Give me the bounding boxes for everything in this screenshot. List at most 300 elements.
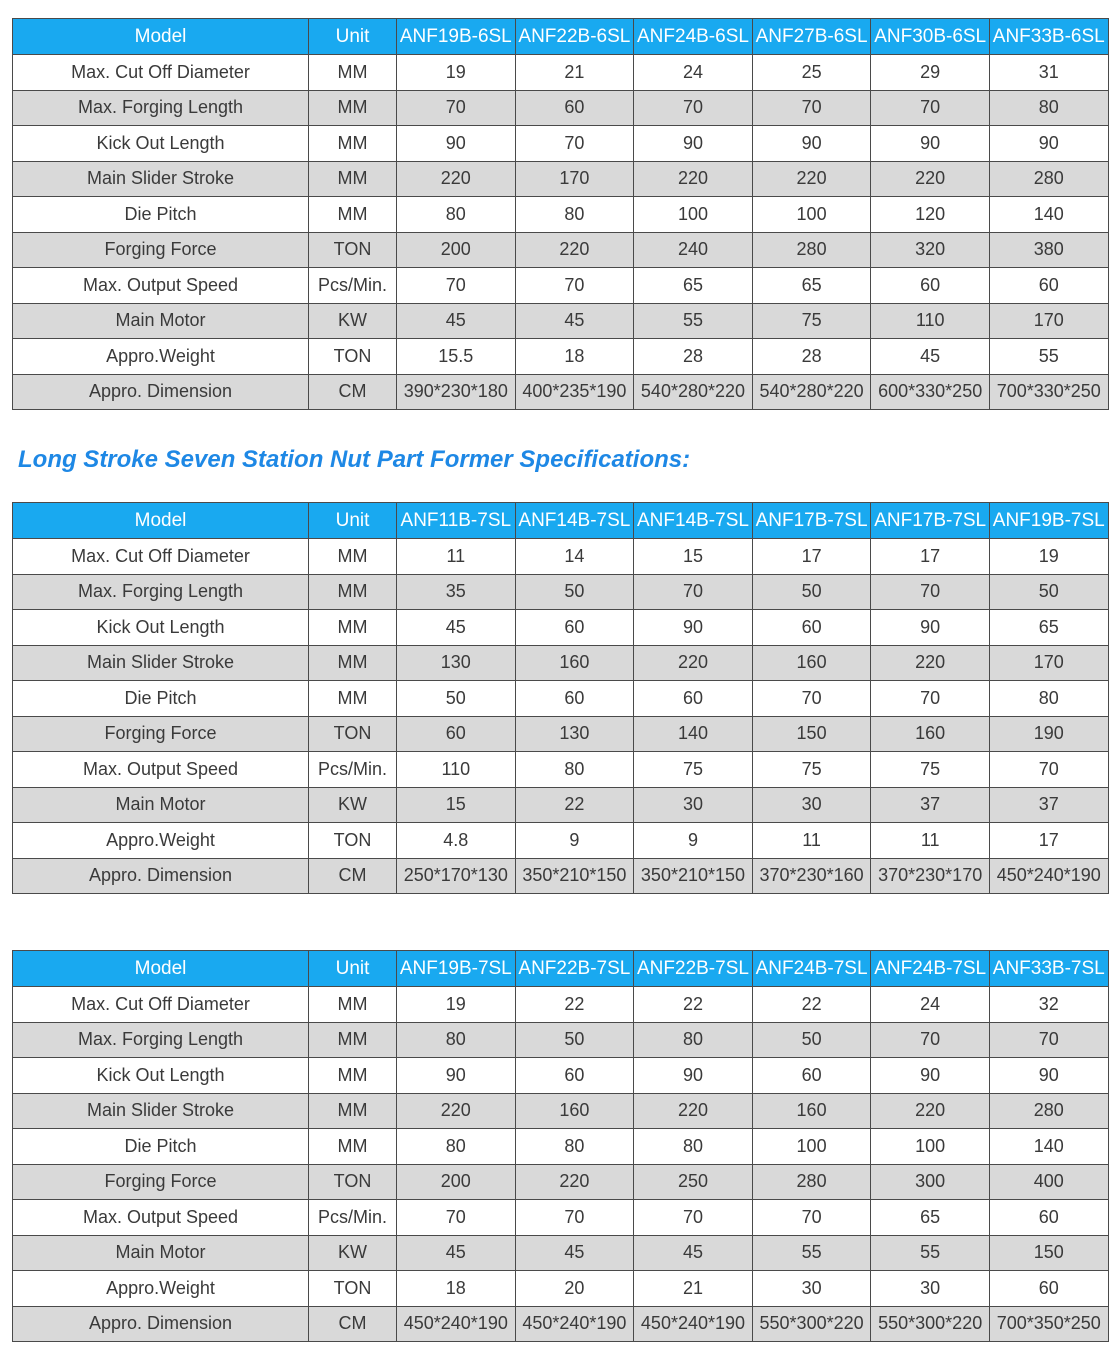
parameter-name: Forging Force	[13, 1164, 309, 1200]
value-cell: 75	[752, 752, 871, 788]
parameter-name: Main Motor	[13, 787, 309, 823]
column-header-machine-model: ANF22B-7SL	[634, 951, 753, 987]
value-cell: 80	[515, 197, 634, 233]
value-cell: 45	[397, 610, 516, 646]
table-row	[13, 1129, 1109, 1165]
value-cell: 370*230*170	[871, 858, 990, 894]
value-cell: 9	[515, 823, 634, 859]
value-cell: 70	[871, 1022, 990, 1058]
table-row	[13, 574, 1109, 610]
value-cell: 80	[634, 1129, 753, 1165]
value-cell: 600*330*250	[871, 374, 990, 410]
value-cell: 120	[871, 197, 990, 233]
value-cell: 24	[871, 987, 990, 1023]
value-cell: 14	[515, 539, 634, 575]
value-cell: 20	[515, 1271, 634, 1307]
section-heading: Long Stroke Seven Station Nut Part Former Specifications:	[18, 446, 691, 473]
value-cell: 28	[634, 339, 753, 375]
value-cell: 37	[989, 787, 1108, 823]
value-cell: 220	[397, 161, 516, 197]
value-cell: 90	[752, 126, 871, 162]
table-row	[13, 1022, 1109, 1058]
value-cell: 35	[397, 574, 516, 610]
unit-cell: MM	[309, 1022, 397, 1058]
unit-cell: MM	[309, 645, 397, 681]
column-header-machine-model: ANF19B-7SL	[397, 951, 516, 987]
value-cell: 50	[515, 1022, 634, 1058]
value-cell: 45	[515, 1235, 634, 1271]
value-cell: 30	[871, 1271, 990, 1307]
column-header-machine-model: ANF30B-6SL	[871, 19, 990, 55]
value-cell: 130	[397, 645, 516, 681]
value-cell: 400	[989, 1164, 1108, 1200]
value-cell: 150	[989, 1235, 1108, 1271]
table-row	[13, 1200, 1109, 1236]
value-cell: 110	[397, 752, 516, 788]
column-header-unit: Unit	[309, 19, 397, 55]
value-cell: 70	[752, 1200, 871, 1236]
parameter-name: Die Pitch	[13, 1129, 309, 1165]
parameter-name: Appro. Dimension	[13, 1306, 309, 1342]
value-cell: 100	[752, 1129, 871, 1165]
table-row	[13, 126, 1109, 162]
parameter-name: Max. Cut Off Diameter	[13, 55, 309, 91]
unit-cell: Pcs/Min.	[309, 268, 397, 304]
value-cell: 17	[989, 823, 1108, 859]
value-cell: 70	[397, 268, 516, 304]
parameter-name: Max. Forging Length	[13, 574, 309, 610]
table-row	[13, 268, 1109, 304]
value-cell: 550*300*220	[871, 1306, 990, 1342]
column-header-unit: Unit	[309, 503, 397, 539]
unit-cell: MM	[309, 197, 397, 233]
table-row	[13, 1271, 1109, 1307]
table-row	[13, 858, 1109, 894]
value-cell: 90	[634, 1058, 753, 1094]
unit-cell: TON	[309, 1271, 397, 1307]
table-row	[13, 90, 1109, 126]
unit-cell: MM	[309, 161, 397, 197]
column-header-machine-model: ANF17B-7SL	[752, 503, 871, 539]
value-cell: 160	[871, 716, 990, 752]
unit-cell: MM	[309, 574, 397, 610]
value-cell: 90	[871, 126, 990, 162]
value-cell: 18	[515, 339, 634, 375]
value-cell: 70	[397, 90, 516, 126]
value-cell: 200	[397, 232, 516, 268]
value-cell: 80	[989, 681, 1108, 717]
unit-cell: TON	[309, 823, 397, 859]
table-row	[13, 1164, 1109, 1200]
value-cell: 700*350*250	[989, 1306, 1108, 1342]
unit-cell: MM	[309, 90, 397, 126]
table-row	[13, 987, 1109, 1023]
value-cell: 90	[989, 1058, 1108, 1094]
value-cell: 220	[634, 1093, 753, 1129]
parameter-name: Appro. Dimension	[13, 374, 309, 410]
unit-cell: TON	[309, 1164, 397, 1200]
parameter-name: Max. Cut Off Diameter	[13, 539, 309, 575]
table-row	[13, 1306, 1109, 1342]
table-row	[13, 1058, 1109, 1094]
value-cell: 90	[397, 1058, 516, 1094]
value-cell: 140	[989, 197, 1108, 233]
value-cell: 19	[397, 55, 516, 91]
value-cell: 60	[871, 268, 990, 304]
column-header-machine-model: ANF33B-6SL	[989, 19, 1108, 55]
value-cell: 130	[515, 716, 634, 752]
value-cell: 160	[752, 645, 871, 681]
value-cell: 28	[752, 339, 871, 375]
table-row	[13, 55, 1109, 91]
value-cell: 70	[634, 574, 753, 610]
unit-cell: MM	[309, 55, 397, 91]
value-cell: 22	[515, 987, 634, 1023]
value-cell: 70	[871, 574, 990, 610]
value-cell: 19	[989, 539, 1108, 575]
value-cell: 60	[515, 610, 634, 646]
value-cell: 30	[634, 787, 753, 823]
table-row	[13, 1235, 1109, 1271]
value-cell: 450*240*190	[989, 858, 1108, 894]
column-header-machine-model: ANF22B-7SL	[515, 951, 634, 987]
value-cell: 220	[515, 232, 634, 268]
value-cell: 45	[871, 339, 990, 375]
parameter-name: Kick Out Length	[13, 610, 309, 646]
value-cell: 60	[634, 681, 753, 717]
parameter-name: Max. Output Speed	[13, 1200, 309, 1236]
column-header-machine-model: ANF14B-7SL	[515, 503, 634, 539]
value-cell: 550*300*220	[752, 1306, 871, 1342]
value-cell: 220	[871, 1093, 990, 1129]
value-cell: 90	[634, 610, 753, 646]
value-cell: 280	[989, 161, 1108, 197]
value-cell: 160	[515, 1093, 634, 1129]
column-header-machine-model: ANF19B-6SL	[397, 19, 516, 55]
value-cell: 540*280*220	[752, 374, 871, 410]
column-header-machine-model: ANF17B-7SL	[871, 503, 990, 539]
value-cell: 80	[397, 197, 516, 233]
column-header-machine-model: ANF19B-7SL	[989, 503, 1108, 539]
value-cell: 55	[752, 1235, 871, 1271]
value-cell: 70	[515, 268, 634, 304]
parameter-name: Main Motor	[13, 303, 309, 339]
value-cell: 320	[871, 232, 990, 268]
value-cell: 350*210*150	[634, 858, 753, 894]
table-row	[13, 823, 1109, 859]
value-cell: 11	[752, 823, 871, 859]
unit-cell: MM	[309, 1058, 397, 1094]
value-cell: 70	[752, 90, 871, 126]
value-cell: 160	[515, 645, 634, 681]
table-row	[13, 339, 1109, 375]
value-cell: 240	[634, 232, 753, 268]
value-cell: 21	[634, 1271, 753, 1307]
value-cell: 140	[989, 1129, 1108, 1165]
value-cell: 22	[634, 987, 753, 1023]
value-cell: 50	[515, 574, 634, 610]
value-cell: 220	[871, 645, 990, 681]
parameter-name: Max. Output Speed	[13, 268, 309, 304]
parameter-name: Die Pitch	[13, 681, 309, 717]
value-cell: 190	[989, 716, 1108, 752]
value-cell: 21	[515, 55, 634, 91]
spec-table-7sl-small	[12, 502, 1109, 894]
value-cell: 90	[871, 1058, 990, 1094]
header-row	[13, 19, 1109, 55]
value-cell: 17	[871, 539, 990, 575]
table-row	[13, 539, 1109, 575]
value-cell: 170	[989, 645, 1108, 681]
value-cell: 300	[871, 1164, 990, 1200]
table-row	[13, 161, 1109, 197]
value-cell: 30	[752, 1271, 871, 1307]
value-cell: 100	[871, 1129, 990, 1165]
value-cell: 100	[634, 197, 753, 233]
value-cell: 15	[397, 787, 516, 823]
value-cell: 45	[397, 1235, 516, 1271]
value-cell: 60	[515, 1058, 634, 1094]
unit-cell: TON	[309, 716, 397, 752]
value-cell: 540*280*220	[634, 374, 753, 410]
unit-cell: TON	[309, 232, 397, 268]
column-header-machine-model: ANF11B-7SL	[397, 503, 516, 539]
unit-cell: KW	[309, 787, 397, 823]
value-cell: 70	[989, 752, 1108, 788]
value-cell: 18	[397, 1271, 516, 1307]
value-cell: 90	[989, 126, 1108, 162]
unit-cell: MM	[309, 126, 397, 162]
value-cell: 24	[634, 55, 753, 91]
value-cell: 60	[752, 1058, 871, 1094]
value-cell: 70	[634, 90, 753, 126]
value-cell: 70	[871, 681, 990, 717]
value-cell: 80	[515, 752, 634, 788]
column-header-machine-model: ANF24B-7SL	[871, 951, 990, 987]
value-cell: 11	[871, 823, 990, 859]
value-cell: 200	[397, 1164, 516, 1200]
table-row	[13, 716, 1109, 752]
unit-cell: MM	[309, 539, 397, 575]
value-cell: 370*230*160	[752, 858, 871, 894]
value-cell: 17	[752, 539, 871, 575]
value-cell: 60	[989, 268, 1108, 304]
value-cell: 70	[515, 1200, 634, 1236]
value-cell: 700*330*250	[989, 374, 1108, 410]
value-cell: 60	[515, 90, 634, 126]
table-row	[13, 681, 1109, 717]
unit-cell: CM	[309, 374, 397, 410]
value-cell: 70	[515, 126, 634, 162]
value-cell: 450*240*190	[515, 1306, 634, 1342]
value-cell: 65	[989, 610, 1108, 646]
value-cell: 450*240*190	[397, 1306, 516, 1342]
parameter-name: Appro. Dimension	[13, 858, 309, 894]
value-cell: 45	[515, 303, 634, 339]
unit-cell: MM	[309, 987, 397, 1023]
value-cell: 60	[515, 681, 634, 717]
value-cell: 280	[989, 1093, 1108, 1129]
parameter-name: Main Motor	[13, 1235, 309, 1271]
column-header-machine-model: ANF33B-7SL	[989, 951, 1108, 987]
value-cell: 50	[752, 574, 871, 610]
value-cell: 50	[752, 1022, 871, 1058]
table-row	[13, 232, 1109, 268]
value-cell: 50	[397, 681, 516, 717]
value-cell: 32	[989, 987, 1108, 1023]
spec-table-6sl	[12, 18, 1109, 410]
value-cell: 75	[634, 752, 753, 788]
value-cell: 220	[752, 161, 871, 197]
parameter-name: Kick Out Length	[13, 1058, 309, 1094]
value-cell: 70	[397, 1200, 516, 1236]
value-cell: 390*230*180	[397, 374, 516, 410]
value-cell: 22	[515, 787, 634, 823]
value-cell: 9	[634, 823, 753, 859]
value-cell: 450*240*190	[634, 1306, 753, 1342]
value-cell: 50	[989, 574, 1108, 610]
unit-cell: TON	[309, 339, 397, 375]
column-header-machine-model: ANF22B-6SL	[515, 19, 634, 55]
value-cell: 29	[871, 55, 990, 91]
value-cell: 75	[871, 752, 990, 788]
value-cell: 19	[397, 987, 516, 1023]
value-cell: 55	[989, 339, 1108, 375]
value-cell: 110	[871, 303, 990, 339]
value-cell: 15.5	[397, 339, 516, 375]
value-cell: 15	[634, 539, 753, 575]
column-header-unit: Unit	[309, 951, 397, 987]
value-cell: 90	[634, 126, 753, 162]
value-cell: 60	[989, 1271, 1108, 1307]
parameter-name: Appro.Weight	[13, 823, 309, 859]
value-cell: 70	[871, 90, 990, 126]
value-cell: 60	[752, 610, 871, 646]
value-cell: 22	[752, 987, 871, 1023]
value-cell: 220	[634, 645, 753, 681]
parameter-name: Main Slider Stroke	[13, 1093, 309, 1129]
table-row	[13, 303, 1109, 339]
value-cell: 220	[515, 1164, 634, 1200]
parameter-name: Max. Forging Length	[13, 1022, 309, 1058]
unit-cell: MM	[309, 1129, 397, 1165]
table-row	[13, 374, 1109, 410]
value-cell: 350*210*150	[515, 858, 634, 894]
column-header-model: Model	[13, 951, 309, 987]
unit-cell: Pcs/Min.	[309, 752, 397, 788]
unit-cell: MM	[309, 681, 397, 717]
column-header-machine-model: ANF24B-7SL	[752, 951, 871, 987]
header-row	[13, 503, 1109, 539]
value-cell: 380	[989, 232, 1108, 268]
table-row	[13, 645, 1109, 681]
value-cell: 160	[752, 1093, 871, 1129]
value-cell: 150	[752, 716, 871, 752]
column-header-machine-model: ANF14B-7SL	[634, 503, 753, 539]
table-row	[13, 610, 1109, 646]
value-cell: 37	[871, 787, 990, 823]
value-cell: 31	[989, 55, 1108, 91]
parameter-name: Die Pitch	[13, 197, 309, 233]
value-cell: 65	[871, 1200, 990, 1236]
parameter-name: Max. Output Speed	[13, 752, 309, 788]
value-cell: 65	[634, 268, 753, 304]
value-cell: 11	[397, 539, 516, 575]
unit-cell: Pcs/Min.	[309, 1200, 397, 1236]
value-cell: 280	[752, 1164, 871, 1200]
unit-cell: MM	[309, 1093, 397, 1129]
unit-cell: CM	[309, 858, 397, 894]
unit-cell: CM	[309, 1306, 397, 1342]
value-cell: 250	[634, 1164, 753, 1200]
column-header-machine-model: ANF27B-6SL	[752, 19, 871, 55]
value-cell: 80	[515, 1129, 634, 1165]
value-cell: 75	[752, 303, 871, 339]
spec-table-7sl-large	[12, 950, 1109, 1342]
value-cell: 170	[515, 161, 634, 197]
value-cell: 60	[397, 716, 516, 752]
parameter-name: Appro.Weight	[13, 339, 309, 375]
unit-cell: KW	[309, 303, 397, 339]
value-cell: 70	[752, 681, 871, 717]
value-cell: 220	[397, 1093, 516, 1129]
parameter-name: Max. Cut Off Diameter	[13, 987, 309, 1023]
value-cell: 90	[871, 610, 990, 646]
parameter-name: Kick Out Length	[13, 126, 309, 162]
value-cell: 45	[397, 303, 516, 339]
header-row	[13, 951, 1109, 987]
value-cell: 70	[634, 1200, 753, 1236]
parameter-name: Max. Forging Length	[13, 90, 309, 126]
table-row	[13, 787, 1109, 823]
table-row	[13, 752, 1109, 788]
value-cell: 220	[634, 161, 753, 197]
parameter-name: Forging Force	[13, 232, 309, 268]
value-cell: 80	[397, 1022, 516, 1058]
value-cell: 25	[752, 55, 871, 91]
value-cell: 90	[397, 126, 516, 162]
value-cell: 170	[989, 303, 1108, 339]
value-cell: 220	[871, 161, 990, 197]
value-cell: 80	[634, 1022, 753, 1058]
parameter-name: Main Slider Stroke	[13, 161, 309, 197]
value-cell: 80	[989, 90, 1108, 126]
column-header-model: Model	[13, 503, 309, 539]
value-cell: 4.8	[397, 823, 516, 859]
table-row	[13, 1093, 1109, 1129]
value-cell: 70	[989, 1022, 1108, 1058]
value-cell: 400*235*190	[515, 374, 634, 410]
value-cell: 55	[634, 303, 753, 339]
value-cell: 250*170*130	[397, 858, 516, 894]
value-cell: 45	[634, 1235, 753, 1271]
value-cell: 80	[397, 1129, 516, 1165]
unit-cell: KW	[309, 1235, 397, 1271]
parameter-name: Main Slider Stroke	[13, 645, 309, 681]
value-cell: 30	[752, 787, 871, 823]
column-header-machine-model: ANF24B-6SL	[634, 19, 753, 55]
value-cell: 140	[634, 716, 753, 752]
value-cell: 280	[752, 232, 871, 268]
parameter-name: Appro.Weight	[13, 1271, 309, 1307]
value-cell: 100	[752, 197, 871, 233]
unit-cell: MM	[309, 610, 397, 646]
column-header-model: Model	[13, 19, 309, 55]
table-row	[13, 197, 1109, 233]
value-cell: 55	[871, 1235, 990, 1271]
value-cell: 65	[752, 268, 871, 304]
value-cell: 60	[989, 1200, 1108, 1236]
